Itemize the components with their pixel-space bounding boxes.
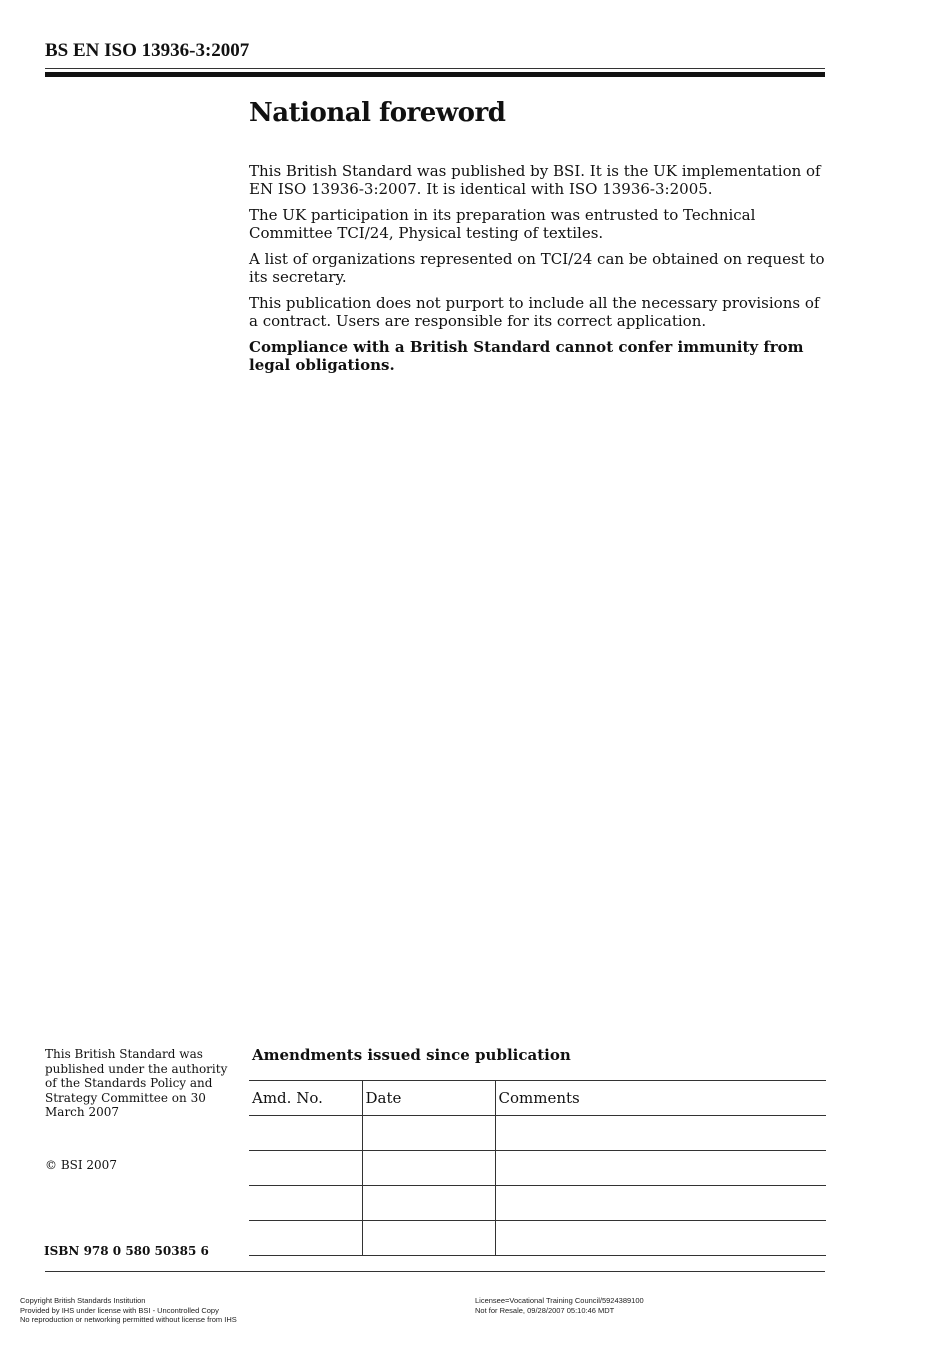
table-row [249,1186,826,1221]
table-cell [249,1116,362,1151]
footer-line: Not for Resale, 09/28/2007 05:10:46 MDT [475,1305,615,1315]
table-row [249,1116,826,1151]
footer-rule [45,1271,825,1272]
table-row [249,1221,826,1256]
page-title: National foreword [249,98,506,128]
table-row [249,1151,826,1186]
table-cell [362,1151,495,1186]
table-cell [249,1221,362,1256]
document-code: BS EN ISO 13936-3:2007 [45,40,250,61]
table-cell [495,1151,826,1186]
foreword-paragraph: This publication does not purport to include all the necessary provisions of a contract. Users are responsible for its correct application. [249,294,820,330]
amendments-title: Amendments issued since publication [252,1046,571,1064]
table-cell [495,1186,826,1221]
amendments-header-row [249,1081,826,1116]
footer-license-left [20,1296,237,1325]
table-cell [249,1151,362,1186]
table-cell [362,1221,495,1256]
column-header-date: Date [362,1081,495,1116]
table-cell [495,1221,826,1256]
footer-line: No reproduction or networking permitted without license from IHS [20,1315,237,1324]
foreword-paragraph: A list of organizations represented on TCI/24 can be obtained on request to its secretary. [249,250,825,286]
isbn: ISBN 978 0 580 50385 6 [44,1244,209,1258]
footer-license-right [475,1296,644,1315]
table-cell [362,1186,495,1221]
foreword-paragraph: The UK participation in its preparation was entrusted to Technical Committee TCI/24, Physical testing of textiles. [249,206,756,242]
column-header-amd-no: Amd. No. [249,1081,362,1116]
column-header-comments: Comments [495,1081,826,1116]
header-thin-rule [45,68,825,69]
footer-line: Licensee=Vocational Training Council/5924389100 [475,1296,644,1305]
bsi-copyright: © BSI 2007 [45,1158,117,1172]
table-cell [249,1186,362,1221]
header-thick-rule [45,72,825,77]
compliance-note: Compliance with a British Standard cannot confer immunity from legal obligations. [249,338,804,374]
footer-line: Provided by IHS under license with BSI - Uncontrolled Copy [20,1305,219,1315]
footer-line: Copyright British Standards Institution [20,1296,146,1305]
foreword-paragraph: This British Standard was published by BSI. It is the UK implementation of EN ISO 13936-3:2007. It is identical with ISO 13936-3:2005. [249,162,821,198]
amendments-table [249,1080,826,1256]
authority-note: This British Standard was published under the authority of the Standards Policy and Strategy Committee on 30 March 2007 [45,1047,228,1119]
table-cell [362,1116,495,1151]
foreword-body [249,162,829,382]
table-cell [495,1116,826,1151]
